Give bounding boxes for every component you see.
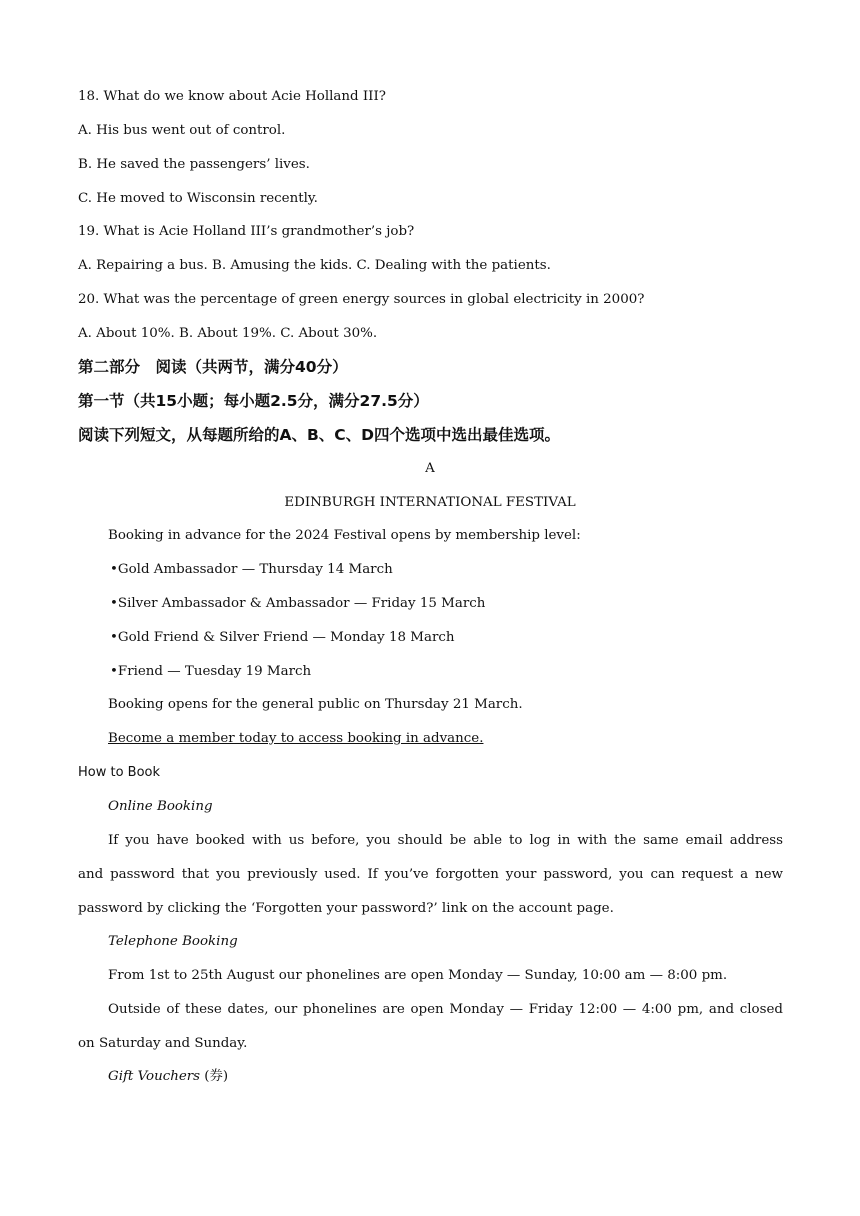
question-19-options: A. Repairing a bus. B. Amusing the kids. C. Dealing with the patients. (78, 258, 551, 273)
online-booking-paragraph-line: If you have booked with us before, you should be able to log in with the same email address (108, 833, 783, 848)
part-title: 第二部分 阅读（共两节，满分40分） (78, 358, 348, 376)
gift-vouchers-heading: Gift Vouchers (108, 1069, 201, 1084)
online-booking-paragraph-line: password by clicking the ‘Forgotten your password?’ link on the account page. (78, 901, 614, 916)
gift-vouchers-note: (券) (200, 1069, 229, 1084)
question-18-option-a: A. His bus went out of control. (78, 123, 286, 138)
membership-bullet: •Friend — Tuesday 19 March (110, 664, 312, 679)
question-18-option-b: B. He saved the passengers’ lives. (78, 157, 310, 172)
booking-intro: Booking in advance for the 2024 Festival opens by membership level: (108, 528, 581, 543)
become-member-link[interactable]: Become a member today to access booking in advance. (108, 731, 484, 746)
reading-instruction: 阅读下列短文，从每题所给的A、B、C、D四个选项中选出最佳选项。 (78, 426, 561, 444)
online-booking-paragraph-line: and password that you previously used. If you’ve forgotten your password, you can request a new (78, 867, 783, 882)
passage-letter: A (425, 461, 435, 476)
telephone-hours-other: Outside of these dates, our phonelines are open Monday — Friday 12:00 — 4:00 pm, and closed (108, 1002, 783, 1017)
membership-bullet: •Silver Ambassador & Ambassador — Friday 15 March (110, 596, 486, 611)
general-public-booking: Booking opens for the general public on Thursday 21 March. (108, 697, 523, 712)
how-to-book-heading: How to Book (78, 765, 161, 780)
question-19: 19. What is Acie Holland III’s grandmother’s job? (78, 224, 415, 239)
telephone-booking-heading: Telephone Booking (108, 934, 238, 949)
question-20-options: A. About 10%. B. About 19%. C. About 30%. (78, 326, 378, 341)
telephone-hours-august: From 1st to 25th August our phonelines are open Monday — Sunday, 10:00 am — 8:00 pm. (108, 968, 728, 983)
membership-bullet: •Gold Ambassador — Thursday 14 March (110, 562, 393, 577)
gift-vouchers-line (108, 1068, 228, 1086)
online-booking-heading: Online Booking (108, 799, 213, 814)
telephone-hours-other-cont: on Saturday and Sunday. (78, 1036, 248, 1051)
question-20: 20. What was the percentage of green energy sources in global electricity in 2000? (78, 292, 645, 307)
question-18-option-c: C. He moved to Wisconsin recently. (78, 191, 318, 206)
subsection-title: 第一节（共15小题；每小题2.5分，满分27.5分） (78, 392, 429, 410)
passage-title: EDINBURGH INTERNATIONAL FESTIVAL (284, 495, 576, 510)
membership-bullet: •Gold Friend & Silver Friend — Monday 18 March (110, 630, 455, 645)
question-18: 18. What do we know about Acie Holland III? (78, 89, 386, 104)
